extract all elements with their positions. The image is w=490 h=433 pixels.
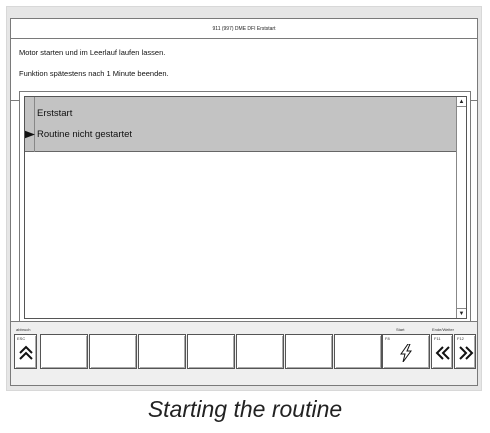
function-key-bar (11, 321, 477, 385)
instruction-line-1: Motor starten und im Leerlauf laufen lassen. (19, 48, 166, 57)
function-key-f5[interactable] (236, 334, 284, 369)
key-id: F11 (434, 336, 441, 341)
lightning-start-icon (399, 344, 413, 362)
start-button[interactable] (382, 334, 430, 369)
figure-caption: Starting the routine (147, 396, 343, 422)
diagnostic-window (10, 18, 478, 386)
instruction-line-2: Funktion spätestens nach 1 Minute beenden. (19, 69, 169, 78)
next-label: Ende/Weiter (432, 327, 454, 332)
triangle-pointer-icon (24, 130, 35, 139)
double-chevron-right-icon (458, 345, 474, 361)
scroll-down-icon[interactable]: ▼ (457, 308, 466, 318)
abort-label: abbruch (16, 327, 31, 332)
list-item-status: Routine nicht gestartet (37, 129, 133, 140)
vertical-scrollbar[interactable] (456, 97, 466, 318)
key-id: F12 (457, 336, 464, 341)
back-button[interactable] (431, 334, 453, 369)
list-item-title: Erststart (37, 108, 73, 119)
key-id: F8 (385, 336, 390, 341)
routine-list-panel (19, 91, 471, 323)
function-key-f4[interactable] (187, 334, 235, 369)
function-key-f7[interactable] (334, 334, 382, 369)
double-chevron-up-icon (18, 345, 34, 361)
start-label: Start (396, 327, 405, 332)
routine-list[interactable] (24, 96, 467, 319)
scroll-up-icon[interactable]: ▲ (458, 99, 465, 105)
window-title: 911 (997) DME DFI Erststart (11, 19, 477, 39)
list-gutter (25, 97, 35, 152)
function-key-f6[interactable] (285, 334, 333, 369)
function-key-f2[interactable] (89, 334, 137, 369)
escape-button[interactable] (14, 334, 37, 369)
function-key-f1[interactable] (40, 334, 88, 369)
selected-list-item[interactable] (25, 97, 457, 152)
double-chevron-left-icon (435, 345, 451, 361)
key-id: ESC (17, 336, 26, 341)
function-key-f3[interactable] (138, 334, 186, 369)
next-button[interactable] (454, 334, 476, 369)
